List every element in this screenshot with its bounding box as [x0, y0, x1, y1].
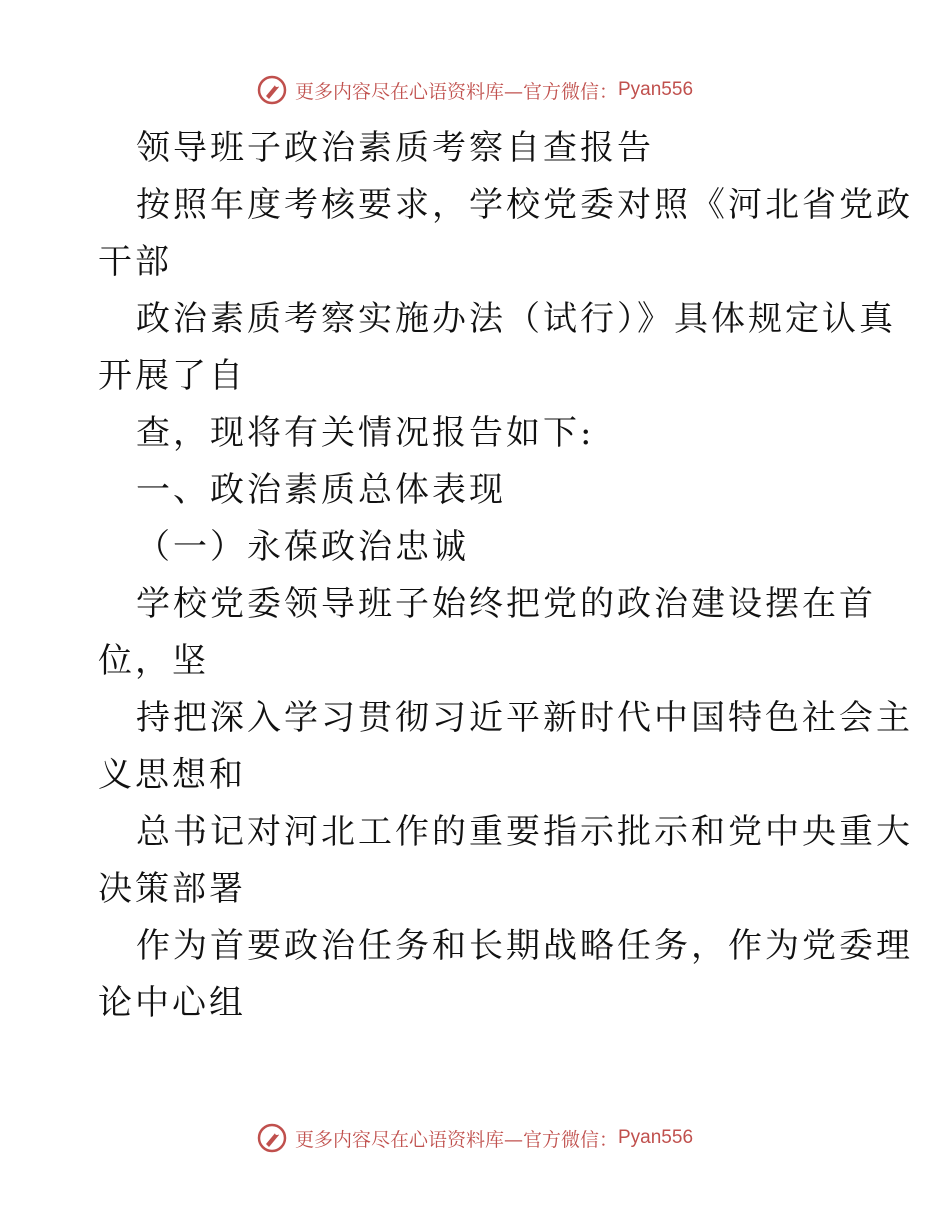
paragraph-line: 开展了自	[98, 356, 246, 396]
header-watermark-banner	[0, 70, 950, 110]
footer-watermark-banner	[0, 1118, 950, 1158]
paragraph-line: 持把深入学习贯彻习近平新时代中国特色社会主	[136, 698, 913, 738]
paragraph-line: 按照年度考核要求，学校党委对照《河北省党政	[136, 185, 913, 225]
document-body	[98, 120, 913, 1032]
paragraph-line: 总书记对河北工作的重要指示批示和党中央重大	[136, 812, 913, 852]
pen-nib-logo-icon	[257, 1123, 287, 1153]
paragraph-line: 论中心组	[98, 983, 246, 1023]
paragraph-line: 决策部署	[98, 869, 246, 909]
paragraph-line: 位，坚	[98, 641, 209, 681]
paragraph-line: 干部	[98, 242, 172, 282]
paragraph-line: 政治素质考察实施办法（试行）》具体规定认真	[136, 299, 896, 339]
subsection-heading: （一）永葆政治忠诚	[136, 527, 469, 567]
paragraph-line: 义思想和	[98, 755, 246, 795]
paragraph-line: 学校党委领导班子始终把党的政治建设摆在首	[136, 584, 876, 624]
banner-wechat-id: Pyan556	[618, 79, 694, 100]
section-heading: 一、政治素质总体表现	[136, 470, 506, 510]
document-title: 领导班子政治素质考察自查报告	[136, 128, 654, 168]
banner-text: 更多内容尽在心语资料库—官方微信：	[294, 80, 618, 103]
banner-wechat-id: Pyan556	[618, 1127, 694, 1148]
paragraph-line: 查，现将有关情况报告如下:	[136, 413, 595, 453]
pen-nib-logo-icon	[257, 75, 287, 105]
paragraph-line: 作为首要政治任务和长期战略任务，作为党委理	[136, 926, 913, 966]
banner-text: 更多内容尽在心语资料库—官方微信：	[294, 1128, 618, 1151]
